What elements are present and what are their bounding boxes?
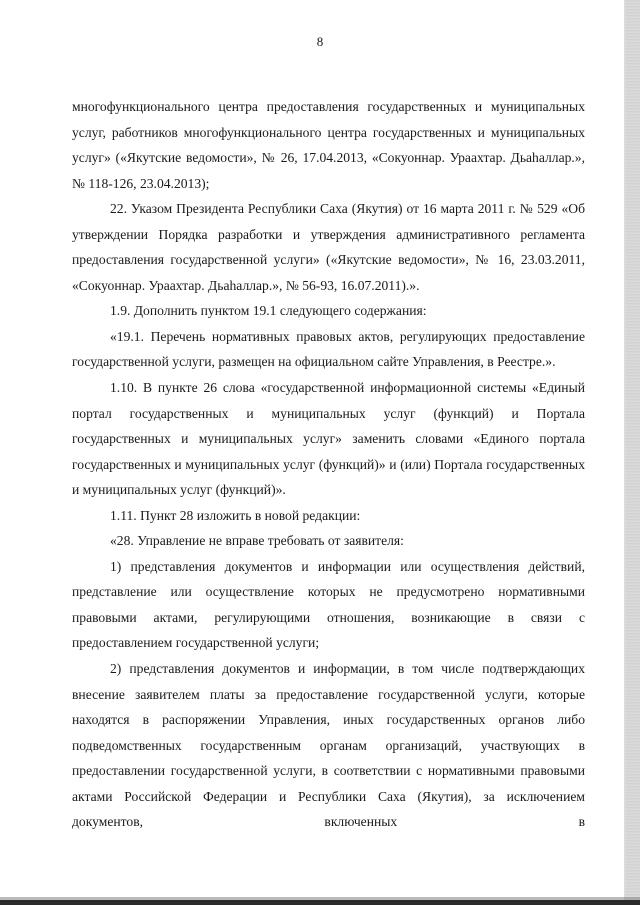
scan-edge-right-line (624, 0, 626, 905)
paragraph-28: «28. Управление не вправе требовать от заявителя: (110, 533, 404, 549)
paragraph-1-9: 1.9. Дополнить пунктом 19.1 следующего содержания: (110, 303, 427, 319)
paragraph-28-item-1: 1) представления документов и информации или осуществления действий, представление или осуществление которых не предусмотрено нормативными правовыми актами, регулирующими отношения, возникающие в связи с предоставлением государственной услуги; (72, 558, 585, 651)
paragraph-1-11: 1.11. Пункт 28 изложить в новой редакции: (110, 507, 361, 523)
paragraph-28-item-2: 2) представления документов и информации, в том числе подтверждающих внесение заявителем платы за предоставление государственной услуги, которые находятся в распоряжении Управления, иных государственных органов либо подведомственных государственным органам организаций, участвующих в предоставлении государственной услуги, в соответствии с нормативными правовыми актами Российской Федерации и Республики Саха (Якутия), за исключением документов, включенных в (72, 661, 585, 830)
paragraph-1-10: 1.10. В пункте 26 слова «государственной информационной системы «Единый портал государственных и муниципальных услуг (функций) и Портала государственных и муниципальных услуг» заменить словами «Единого портала государственных и муниципальных услуг (функций)» и (или) Портала государственных и муниципальных услуг (функций)». (72, 380, 585, 498)
paragraph-19-1: «19.1. Перечень нормативных правовых актов, регулирующих предоставление государственной услуги, размещен на официальном сайте Управления, в Реестре.». (72, 328, 585, 370)
page-number: 8 (316, 34, 324, 49)
scan-edge-bottom (0, 900, 640, 905)
scan-edge-right (626, 0, 640, 905)
paragraph-continuation: многофункционального центра предоставления государственных и муниципальных услуг, работников многофункционального центра государственных и муниципальных услуг» («Якутские ведомости», № 26, 17.04.2013, «Сокуоннар. Ураахтар. Дьаһаллар.», № 118-126, 23.04.2013); (72, 99, 585, 191)
paragraph-item-22: 22. Указом Президента Республики Саха (Якутия) от 16 марта 2011 г. № 529 «Об утверждении Порядка разработки и утверждения административного регламента предоставления государственной услуги» («Якутские ведомости», № 16, 23.03.2011, «Сокуоннар. Ураахтар. Дьаһаллар.», № 56-93, 16.07.2011).». (72, 201, 585, 293)
document-text (72, 94, 585, 835)
